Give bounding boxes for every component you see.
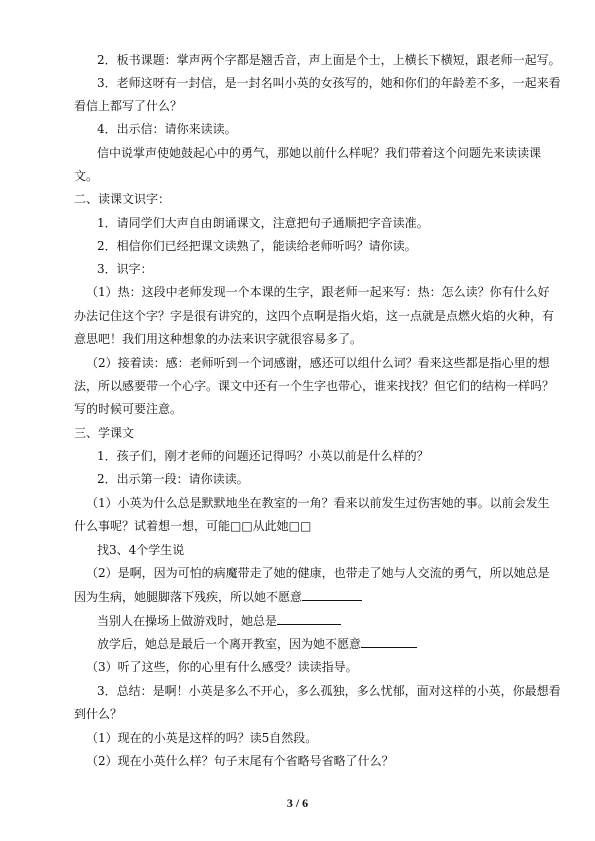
page-number: 3 / 6	[286, 796, 309, 810]
line-text: 放学后，她总是最后一个离开教室，因为她不愿意	[97, 637, 362, 651]
fill-blank	[302, 588, 362, 601]
text-line: 意思吧！我们用这种想象的办法来识字就很容易多了。	[74, 332, 363, 346]
text-line: （2）现在小英什么样？句子末尾有个省略号省略了什么？	[86, 754, 394, 768]
text-line: 3．识字：	[97, 262, 153, 276]
text-line: （2）是啊，因为可怕的病魔带走了她的健康，也带走了她与人交流的勇气，所以她总是	[86, 566, 550, 580]
text-line	[74, 588, 362, 605]
fill-blank	[361, 635, 417, 648]
text-line	[97, 612, 341, 629]
text-line: 办法记住这个字？字是很有讲究的，这四个点啊是指火焰，这一点就是点燃火焰的火种，有	[74, 309, 555, 323]
fill-blank	[277, 612, 341, 625]
section-heading: 三、学课文	[74, 426, 135, 440]
text-line: 3．老师这呀有一封信，是一封名叫小英的女孩写的，她和你们的年龄差不多，一起来看	[97, 76, 561, 90]
text-line: 1．孩子们，刚才老师的问题还记得吗？小英以前是什么样的？	[97, 449, 429, 463]
text-line: 2．出示第一段：请你读读。	[97, 472, 249, 486]
text-line: 信中说掌声使她鼓起心中的勇气，那她以前什么样呢？我们带着这个问题先来读读课	[97, 146, 542, 160]
line-text: 当别人在操场上做游戏时，她总是	[97, 614, 278, 628]
text-line: 什么事呢？试着想一想，可能□□从此她□□	[74, 519, 312, 533]
text-line: 3．总结：是啊！小英是多么不开心，多么孤独，多么忧郁，面对这样的小英，你最想看	[97, 684, 561, 698]
text-line: （1）热：这段中老师发现一个本课的生字，跟老师一起来写：热：怎么读？你有什么好	[86, 285, 550, 299]
text-line: 1．请同学们大声自由朗诵课文，注意把句子通顺把字音读准。	[97, 216, 429, 230]
text-line: 2．板书课题：掌声两个字都是翘舌音，声上面是个士，上横长下横短，跟老师一起写。	[97, 53, 561, 67]
text-line: （3）听了这些，你的心里有什么感受？读读指导。	[86, 660, 358, 674]
text-line: 法，所以感要带一个心字。课文中还有一个生字也带心，谁来找找？但它们的结构一样吗？	[74, 379, 555, 393]
text-line: 4．出示信：请你来读读。	[97, 122, 237, 136]
text-line: 写的时候可要注意。	[74, 402, 183, 416]
text-line: 到什么？	[74, 707, 123, 721]
text-line: （2）接着读：感：老师听到一个词感谢，感还可以组什么词？看来这些都是指心里的想	[86, 356, 550, 370]
text-line: 2．相信你们已经把课文读熟了，能读给老师听吗？请你读。	[97, 239, 417, 253]
line-text: 因为生病，她腿脚落下残疾，所以她不愿意	[74, 590, 303, 604]
section-heading: 二、读课文识字：	[74, 192, 171, 206]
text-line: 看信上都写了什么？	[74, 99, 183, 113]
text-line: 找3、4个学生说	[97, 543, 185, 557]
text-line: 文。	[74, 169, 99, 183]
text-line	[97, 635, 417, 652]
text-line: （1）现在的小英是这样的吗？读5自然段。	[86, 731, 318, 745]
text-line: （1）小英为什么总是默默地坐在教室的一角？看来以前发生过伤害她的事。以前会发生	[86, 496, 550, 510]
